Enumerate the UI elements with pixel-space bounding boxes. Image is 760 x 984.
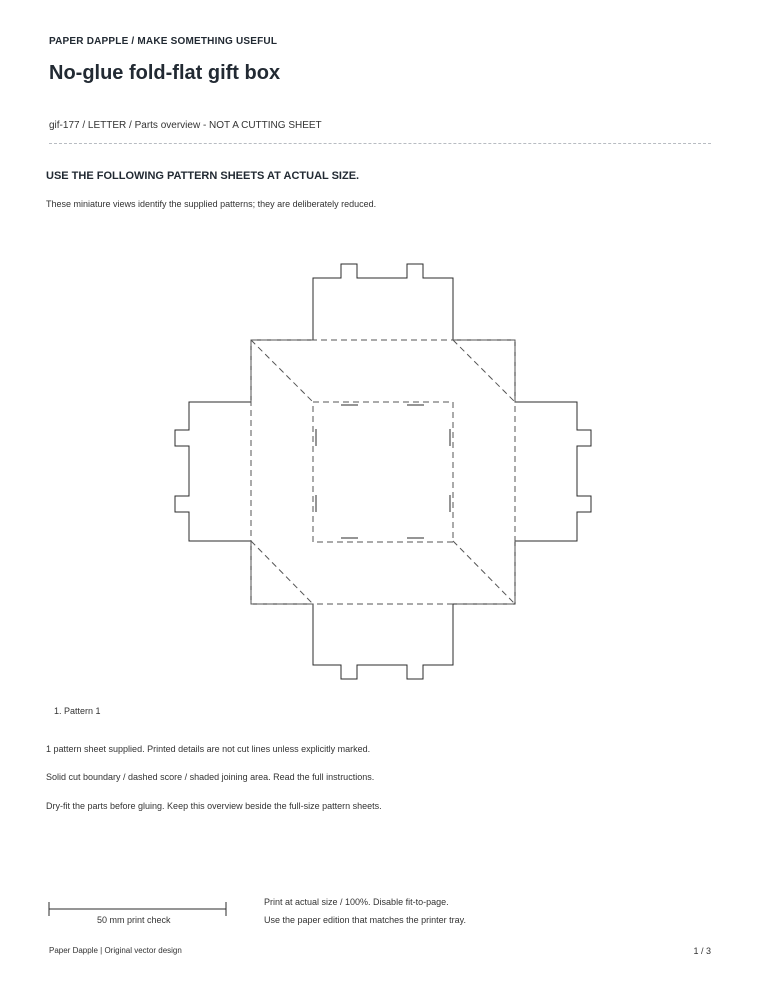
document-meta: gif-177 / LETTER / Parts overview - NOT A CUTTING SHEET (49, 120, 322, 131)
score-lines (251, 340, 515, 604)
brand-breadcrumb: PAPER DAPPLE / MAKE SOMETHING USEFUL (49, 36, 278, 47)
note-sheets: 1 pattern sheet supplied. Printed details are not cut lines unless explicitly marked. (46, 744, 371, 754)
instructions-heading: USE THE FOLLOWING PATTERN SHEETS AT ACTUAL SIZE. (46, 170, 360, 182)
score-diagonal-br (453, 541, 515, 604)
pattern-caption: 1. Pattern 1 (54, 706, 101, 716)
score-inner-square (313, 402, 453, 542)
scale-bar-label: 50 mm print check (97, 915, 171, 925)
score-diagonal-bl (251, 541, 313, 604)
cut-lines (175, 264, 591, 679)
score-diagonal-tl (251, 340, 313, 402)
cut-outline (175, 264, 591, 679)
score-diagonal-tr (453, 340, 515, 402)
print-actual-size-note: Print at actual size / 100%. Disable fit-to-page. (264, 897, 449, 907)
page-number: 1 / 3 (693, 946, 711, 956)
paper-edition-note: Use the paper edition that matches the printer tray. (264, 915, 466, 925)
note-legend: Solid cut boundary / dashed score / shaded joining area. Read the full instructions. (46, 772, 375, 782)
page-title: No-glue fold-flat gift box (49, 62, 281, 84)
footer-credit: Paper Dapple | Original vector design (49, 946, 182, 955)
note-dry-fit: Dry-fit the parts before gluing. Keep this overview beside the full-size pattern sheets. (46, 801, 382, 811)
scale-bar (49, 902, 226, 916)
instructions-intro: These miniature views identify the supplied patterns; they are deliberately reduced. (46, 199, 377, 209)
